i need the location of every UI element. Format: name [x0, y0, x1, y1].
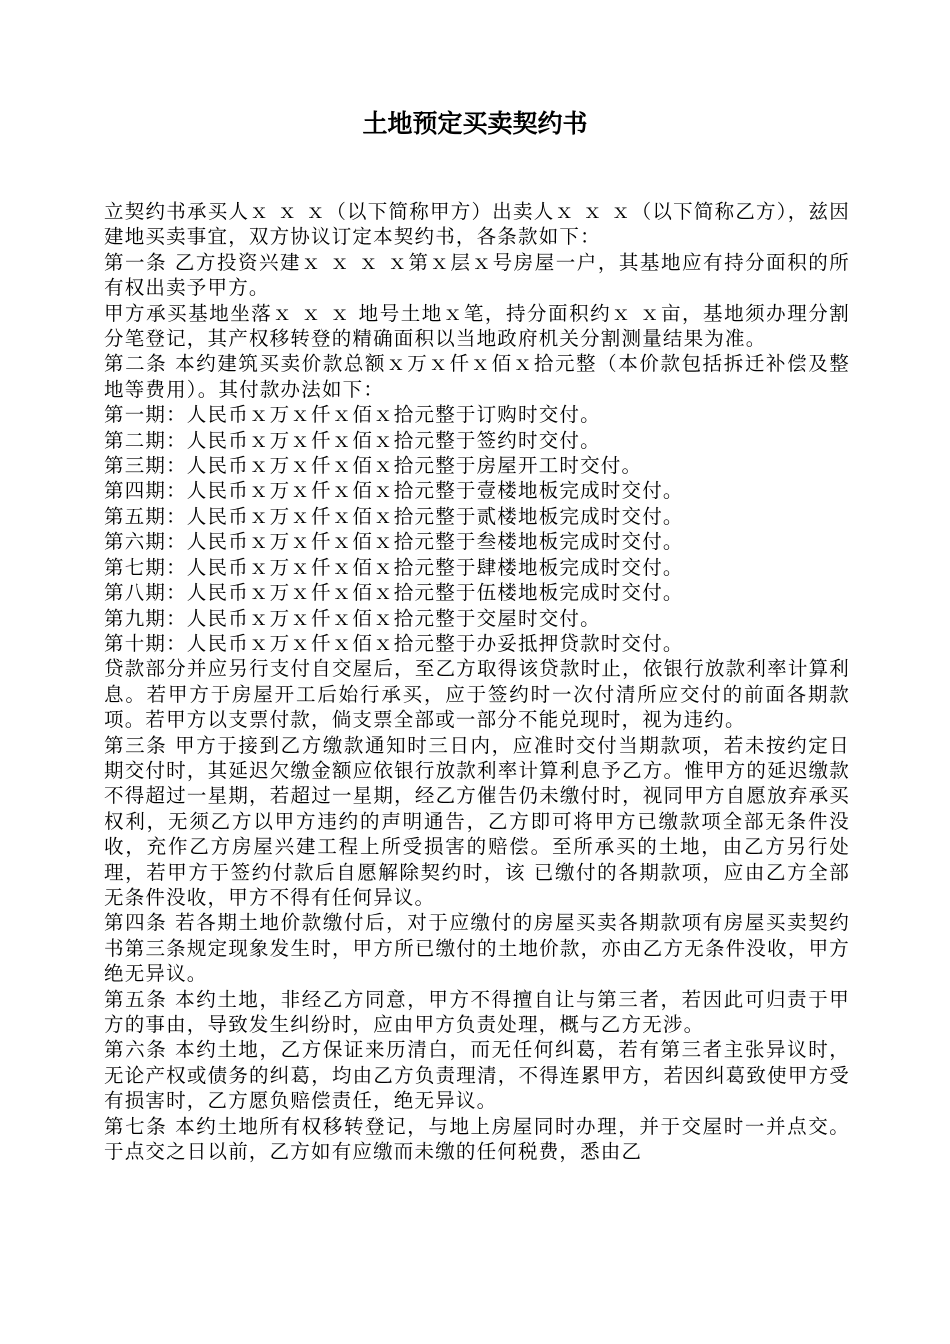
installment-7: 第七期：人民币ｘ万ｘ仟ｘ佰ｘ拾元整于肆楼地板完成时交付。	[104, 555, 684, 579]
article-7-paragraph: 第七条 本约土地所有权移转登记，与地上房屋同时办理，并于交屋时一并点交。于点交之日以前，乙方如有应缴而未缴的任何税费，悉由乙	[104, 1114, 850, 1164]
article-2-paragraph: 第二条 本约建筑买卖价款总额ｘ万ｘ仟ｘ佰ｘ拾元整（本价款包括拆迁补偿及整地等费用）。其付款办法如下：	[104, 352, 850, 401]
article-3-paragraph: 第三条 甲方于接到乙方缴款通知时三日内，应准时交付当期款项，若未按约定日期交付时，其延迟欠缴金额应依银行放款利率计算利息予乙方。惟甲方的延迟缴款不得超过一星期，若超过一星期，经乙方催告仍未缴付时，视同甲方自愿放弃承买权利，无须乙方以甲方违约的声明通告，乙方即可将甲方已缴款项全部无条件没收，充作乙方房屋兴建工程上所受损害的赔偿。至所承买的土地，由乙方另行处理，若甲方于签约付款后自愿解除契约时，该 已缴付的各期款项，应由乙方全部无条件没收，甲方不得有任何异议。	[104, 733, 850, 909]
installment-5: 第五期：人民币ｘ万ｘ仟ｘ佰ｘ拾元整于贰楼地板完成时交付。	[104, 504, 684, 528]
preamble-paragraph: 立契约书承买人ｘ ｘ ｘ（以下简称甲方）出卖人ｘ ｘ ｘ（以下简称乙方），兹因建地买卖事宜，双方协议订定本契约书，各条款如下：	[104, 200, 850, 249]
installment-1: 第一期：人民币ｘ万ｘ仟ｘ佰ｘ拾元整于订购时交付。	[104, 403, 601, 427]
article-4-paragraph: 第四条 若各期土地价款缴付后，对于应缴付的房屋买卖各期款项有房屋买卖契约书第三条规定现象发生时，甲方所已缴付的土地价款，亦由乙方无条件没收，甲方绝无异议。	[104, 911, 850, 986]
installment-6: 第六期：人民币ｘ万ｘ仟ｘ佰ｘ拾元整于叁楼地板完成时交付。	[104, 530, 684, 554]
article-1-paragraph: 第一条 乙方投资兴建ｘ ｘ ｘ ｘ第ｘ层ｘ号房屋一户，其基地应有持分面积的所有权出卖予甲方。	[104, 250, 850, 300]
contract-body	[104, 199, 850, 1164]
article-6-paragraph: 第六条 本约土地，乙方保证来历清白，而无任何纠葛，若有第三者主张异议时，无论产权或债务的纠葛，均由乙方负责理清，不得连累甲方，若因纠葛致使甲方受有损害时，乙方愿负赔偿责任，绝无异议。	[104, 1038, 850, 1113]
installment-4: 第四期：人民币ｘ万ｘ仟ｘ佰ｘ拾元整于壹楼地板完成时交付。	[104, 479, 684, 503]
installment-10: 第十期：人民币ｘ万ｘ仟ｘ佰ｘ拾元整于办妥抵押贷款时交付。	[104, 631, 684, 655]
document-title: 土地预定买卖契约书	[362, 109, 588, 138]
installment-2: 第二期：人民币ｘ万ｘ仟ｘ佰ｘ拾元整于签约时交付。	[104, 428, 601, 452]
installment-8: 第八期：人民币ｘ万ｘ仟ｘ佰ｘ拾元整于伍楼地板完成时交付。	[104, 581, 684, 605]
land-details-paragraph: 甲方承买基地坐落ｘ ｘ ｘ 地号土地ｘ笔，持分面积约ｘ ｘ亩，基地须办理分割分笔登记，其产权移转登的精确面积以当地政府机关分割测量结果为准。	[104, 301, 850, 351]
article-5-paragraph: 第五条 本约土地，非经乙方同意，甲方不得擅自让与第三者，若因此可归责于甲方的事由，导致发生纠纷时，应由甲方负责处理，概与乙方无涉。	[104, 987, 850, 1036]
installment-3: 第三期：人民币ｘ万ｘ仟ｘ佰ｘ拾元整于房屋开工时交付。	[104, 454, 643, 478]
loan-terms-paragraph: 贷款部分并应另行支付自交屋后，至乙方取得该贷款时止，依银行放款利率计算利息。若甲方于房屋开工后始行承买，应于签约时一次付清所应交付的前面各期款项。若甲方以支票付款，倘支票全部或一部分不能兑现时，视为违约。	[104, 657, 850, 732]
installment-9: 第九期：人民币ｘ万ｘ仟ｘ佰ｘ拾元整于交屋时交付。	[104, 606, 601, 630]
